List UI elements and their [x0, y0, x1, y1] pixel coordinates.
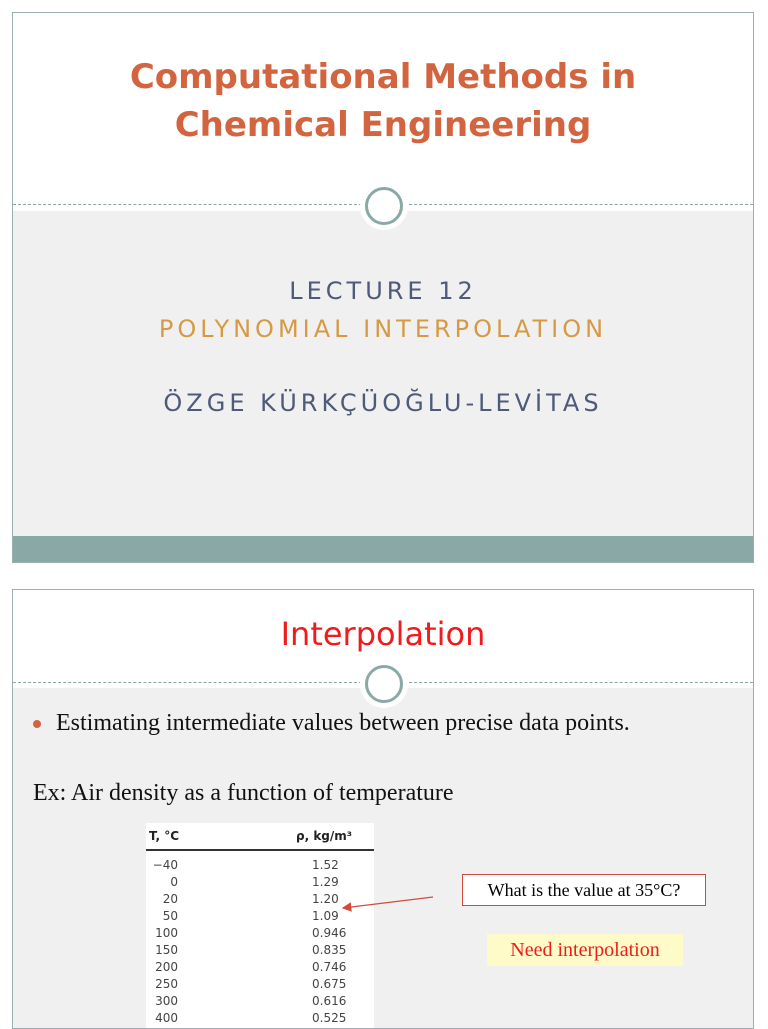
subtitle-area [13, 211, 753, 537]
cell-temperature: 150 [155, 943, 178, 957]
content-slide [12, 589, 754, 1029]
header-density: ρ, kg/m³ [296, 829, 353, 843]
course-title [13, 53, 753, 149]
footer-bar [13, 536, 753, 562]
course-title-line-1: Computational Methods in [129, 57, 637, 97]
cell-temperature: 20 [162, 892, 178, 906]
bullet-text: Estimating intermediate values between precise data points. [56, 710, 630, 736]
cell-temperature: 200 [155, 960, 178, 974]
cell-temperature: 50 [162, 909, 178, 923]
cell-temperature: 250 [155, 977, 178, 991]
cell-density: 0.525 [312, 1011, 347, 1025]
cell-density: 1.29 [312, 875, 339, 889]
course-title-line-2: Chemical Engineering [174, 105, 592, 145]
cell-density: 1.09 [312, 909, 339, 923]
slide-title: Interpolation [280, 615, 486, 653]
cell-temperature: 300 [155, 994, 178, 1008]
example-text: Ex: Air density as a function of temperature [33, 780, 454, 806]
cell-temperature: 0 [170, 875, 178, 889]
need-interpolation-label: Need interpolation [487, 934, 683, 966]
cell-density: 0.675 [312, 977, 347, 991]
question-callout: What is the value at 35°C? [462, 874, 706, 906]
ring-ornament-icon [365, 187, 403, 225]
cell-temperature: 100 [155, 926, 178, 940]
cell-density: 1.20 [312, 892, 339, 906]
title-area [13, 13, 753, 205]
cell-temperature: −40 [152, 858, 178, 872]
lecture-number: LECTURE 12 [289, 277, 477, 305]
cell-density: 1.52 [312, 858, 339, 872]
cell-density: 0.835 [312, 943, 347, 957]
cell-density: 0.616 [312, 994, 347, 1008]
cell-density: 0.946 [312, 926, 347, 940]
title-slide [12, 12, 754, 563]
cell-density: 0.746 [312, 960, 347, 974]
cell-temperature: 400 [155, 1011, 178, 1025]
lecture-topic: POLYNOMIAL INTERPOLATION [158, 315, 608, 343]
author-name: ÖZGE KÜRKÇÜOĞLU-LEVİTAS [163, 389, 603, 417]
header-temperature: T, °C [149, 829, 180, 843]
